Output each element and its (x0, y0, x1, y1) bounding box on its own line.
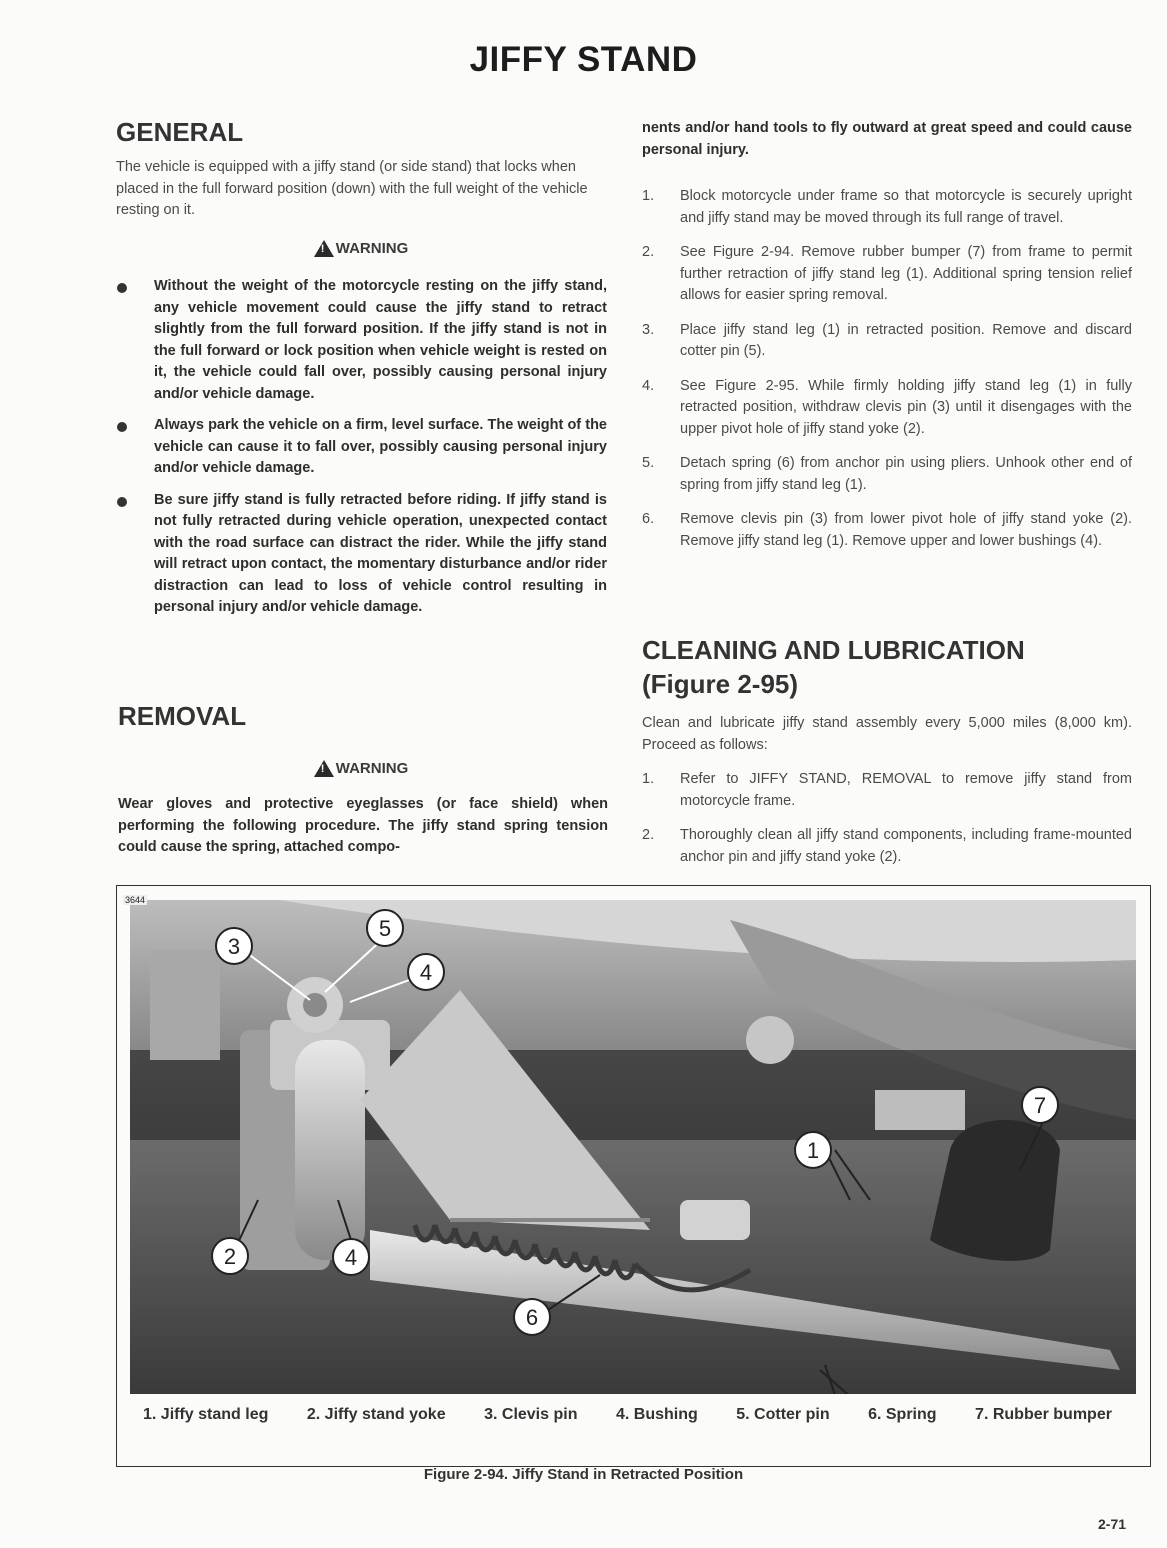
page-number: 2-71 (1098, 1516, 1127, 1532)
callout-4-upper (408, 954, 444, 990)
legend-item: 5. Cotter pin (736, 1406, 830, 1423)
list-item (642, 186, 1132, 229)
figure-legend (117, 1406, 1150, 1424)
step-number: 2. (642, 827, 655, 843)
step-text: Remove clevis pin (3) from lower pivot hole of jiffy stand yoke (2). Remove jiffy stand leg (1). Remove upper and lower bushings (4). (680, 511, 1132, 549)
callout-label: 6 (525, 1305, 539, 1330)
list-item: Without the weight of the motorcycle resting on the jiffy stand, any vehicle movement could cause the jiffy stand to retract slightly from the full forward position. If the jiffy stand is not in the full forward or lock position when vehicle weight is rested on it, the vehicle could fall over, possibly causing personal injury and/or vehicle damage. (114, 276, 607, 405)
callout-2 (212, 1238, 248, 1274)
step-text: See Figure 2-95. While firmly holding jiffy stand leg (1) in fully retracted position, withdraw clevis pin (3) until it disengages with the upper pivot hole of jiffy stand yoke (2). (680, 377, 1132, 437)
callout-1 (795, 1132, 831, 1168)
step-number: 4. (642, 377, 655, 394)
removal-warning-text: Wear gloves and protective eyeglasses (or face shield) when performing the following procedure. The jiffy stand spring tension could cause the spring, attached compo- (118, 796, 608, 855)
callout-7 (1022, 1087, 1058, 1123)
step-text: Detach spring (6) from anchor pin using pliers. Unhook other end of spring from jiffy stand leg (1). (680, 455, 1132, 493)
callout-label: 3 (227, 934, 241, 959)
step-text: See Figure 2-94. Remove rubber bumper (7) from frame to permit further retraction of jiffy stand leg (1). Additional spring tension relief allows for easier spring removal. (680, 244, 1132, 303)
list-item (642, 825, 1132, 868)
callout-4-lower (333, 1239, 369, 1275)
list-item (642, 376, 1132, 441)
legend-item: 3. Clevis pin (484, 1406, 578, 1423)
figure-2-94 (116, 885, 1151, 1467)
removal-steps (642, 186, 1132, 565)
cleaning-body: Clean and lubricate jiffy stand assembly every 5,000 miles (8,000 km). Proceed as follows: (642, 715, 1132, 753)
step-text: Refer to JIFFY STAND, REMOVAL to remove jiffy stand from motorcycle frame. (680, 771, 1132, 809)
callout-label: 7 (1033, 1093, 1047, 1118)
list-item (642, 769, 1132, 812)
cleaning-heading-line: (Figure 2-95) (642, 669, 799, 699)
removal-warning-text-continued: nents and/or hand tools to fly outward at great speed and could cause personal injury. (642, 120, 1132, 158)
jiffy-stand-illustration (130, 900, 1136, 1394)
image-tag: 3644 (125, 895, 146, 905)
step-number: 1. (642, 771, 655, 787)
list-item (642, 509, 1132, 552)
legend-item: 6. Spring (868, 1406, 937, 1423)
removal-heading: REMOVAL (118, 701, 247, 731)
warning-text: WARNING (335, 760, 409, 777)
legend-item: 2. Jiffy stand yoke (306, 1406, 446, 1423)
callout-label: 1 (806, 1138, 820, 1163)
callout-3 (216, 928, 252, 964)
legend-item: 1. Jiffy stand leg (143, 1406, 269, 1423)
general-body: The vehicle is equipped with a jiffy stand (or side stand) that locks when placed in the full forward position (down) with the full weight of the vehicle resting on it. (116, 159, 588, 218)
step-text: Place jiffy stand leg (1) in retracted position. Remove and discard cotter pin (5). (680, 321, 1132, 359)
step-number: 3. (642, 321, 655, 338)
general-warning-label (116, 240, 606, 257)
list-item (642, 453, 1132, 496)
callout-label: 4 (344, 1245, 358, 1270)
figure-caption: Figure 2-94. Jiffy Stand in Retracted Position (423, 1466, 744, 1483)
jiffy-stand-photo (130, 900, 1136, 1394)
warning-icon (314, 760, 334, 777)
page-title: JIFFY STAND (469, 40, 698, 79)
callout-label: 5 (378, 916, 392, 941)
cleaning-heading-line: CLEANING AND LUBRICATION (642, 635, 1025, 665)
list-item: Always park the vehicle on a firm, level surface. The weight of the vehicle can cause it to fall over, possibly causing personal injury and/or vehicle damage. (114, 415, 607, 480)
legend-item: 4. Bushing (615, 1406, 698, 1423)
step-number: 6. (642, 511, 655, 527)
step-number: 2. (642, 244, 655, 260)
cleaning-steps (642, 769, 1132, 881)
callout-6 (514, 1299, 550, 1335)
warning-icon (314, 240, 334, 257)
callout-label: 4 (419, 960, 433, 985)
general-warning-list (114, 276, 607, 629)
callout-5 (367, 910, 403, 946)
legend-item: 7. Rubber bumper (975, 1406, 1112, 1423)
callout-label: 2 (223, 1244, 237, 1269)
cleaning-heading (642, 633, 1142, 701)
step-text: Thoroughly clean all jiffy stand components, including frame-mounted anchor pin and jiffy stand yoke (2). (680, 827, 1132, 865)
list-item: Be sure jiffy stand is fully retracted before riding. If jiffy stand is not fully retracted during vehicle operation, unexpected contact with the road surface can distract the rider. While the jiffy stand will retract upon contact, the momentary disturbance and/or rider distraction can lead to loss of vehicle control resulting in personal injury and/or vehicle damage. (114, 490, 607, 619)
removal-warning-label (116, 760, 606, 777)
warning-text: WARNING (335, 240, 409, 257)
list-item (642, 320, 1132, 363)
general-heading: GENERAL (116, 117, 244, 147)
step-number: 1. (642, 188, 655, 204)
step-number: 5. (642, 455, 655, 471)
list-item (642, 242, 1132, 307)
step-text: Block motorcycle under frame so that motorcycle is securely upright and jiffy stand may be moved through its full range of travel. (680, 188, 1132, 226)
